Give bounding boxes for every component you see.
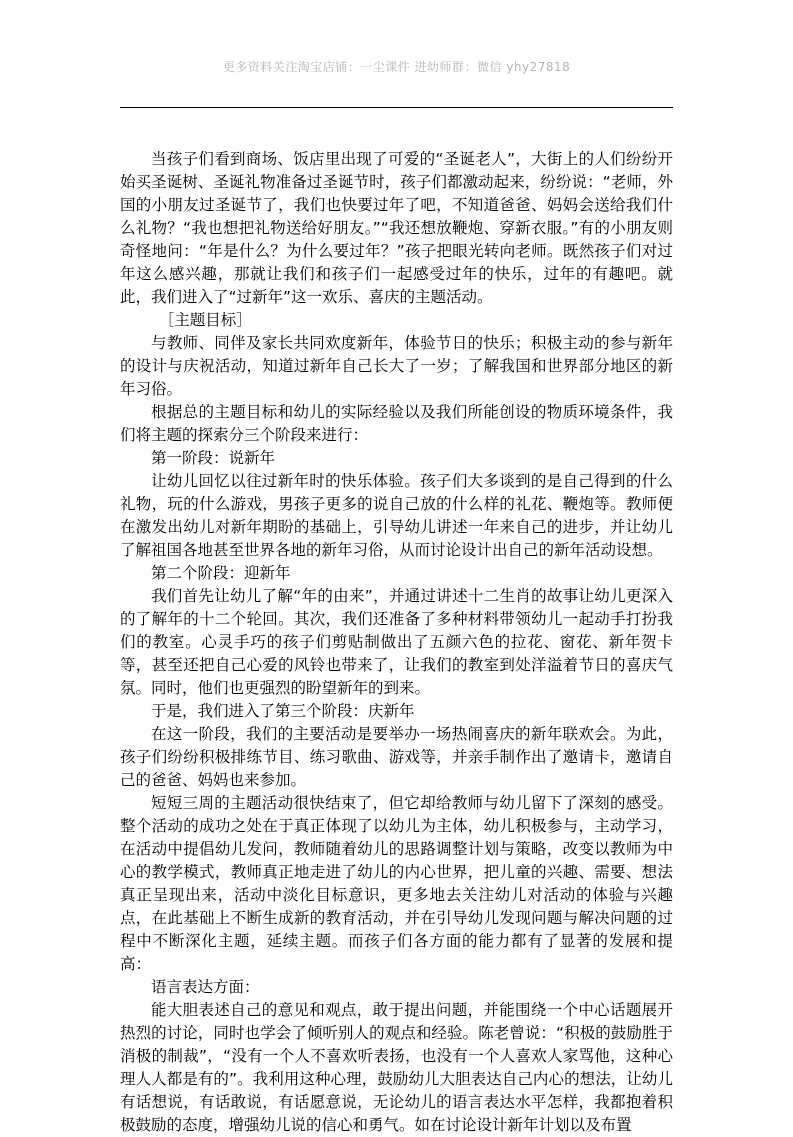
document-body — [120, 148, 673, 1137]
paragraph-intro: 当孩子们看到商场、饭店里出现了可爱的“圣诞老人”，大街上的人们纷纷开始买圣诞树、圣诞礼物准备过圣诞节时，孩子们都激动起来，纷纷说：“老师，外国的小朋友过圣诞节了，我们也快要过年了吧，不知道爸爸、妈妈会送给我们什么礼物？“我也想把礼物送给好朋友。”“我还想放鞭炮、穿新衣服。”有的小朋友则奇怪地问：“年是什么？为什么要过年？”孩子把眼光转向老师。既然孩子们对过年这么感兴趣，那就让我们和孩子们一起感受过年的快乐，过年的有趣吧。就此，我们进入了“过新年”这一欢乐、喜庆的主题活动。 — [120, 150, 673, 306]
paragraph-summary: 短短三周的主题活动很快结束了，但它却给教师与幼儿留下了深刻的感受。整个活动的成功之处在于真正体现了以幼儿为主体，幼儿积极参与，主动学习，在活动中提倡幼儿发问，教师随着幼儿的思路调整计划与策略，改变以教师为中心的教学模式，教师真正地走进了幼儿的内心世界，把儿童的兴趣、需要、想法真正呈现出来，活动中淡化目标意识，更多地去关注幼儿对活动的体验与兴趣点，在此基础上不断生成新的教育活动，并在引导幼儿发现问题与解决问题的过程中不断深化主题，延续主题。而孩子们各方面的能力都有了显著的发展和提高： — [120, 794, 673, 973]
stage-1-heading: 第一阶段：说新年 — [151, 449, 276, 467]
section-heading-language: 语言表达方面： — [151, 978, 260, 996]
paragraph-language: 能大胆表述自己的意见和观点，敢于提出问题，并能围绕一个中心话题展开热烈的讨论，同时也学会了倾听别人的观点和经验。陈老曾说：“积极的鼓励胜于消极的制裁”，“没有一个人不喜欢听表扬，也没有一个人喜欢人家骂他，这种心理人人都是有的”。我利用这种心理，鼓励幼儿大胆表达自己内心的想法，让幼儿有话想说，有话敢说，有话愿意说，无论幼儿的语言表达水平怎样，我都抱着积极鼓励的态度，增强幼儿说的信心和勇气。如在讨论设计新年计划以及布置 — [120, 1001, 673, 1134]
stage-3-heading: 于是，我们进入了第三个阶段：庆新年 — [151, 702, 415, 720]
page-header: 更多资料关注淘宝店铺：一尘课件 进幼师群：微信 yhy27818 — [222, 60, 571, 74]
paragraph-stage-3: 在这一阶段，我们的主要活动是要举办一场热闹喜庆的新年联欢会。为此，孩子们纷纷积极排练节目、练习歌曲、游戏等，并亲手制作出了邀请卡，邀请自己的爸爸、妈妈也来参加。 — [120, 725, 673, 789]
stage-2-heading: 第二个阶段：迎新年 — [151, 564, 291, 582]
paragraph-goals: 与教师、同伴及家长共同欢度新年，体验节日的快乐；积极主动的参与新年的设计与庆祝活动，知道过新年自己长大了一岁；了解我国和世界部分地区的新年习俗。 — [120, 334, 673, 398]
header-divider — [120, 107, 673, 108]
paragraph-stage-2: 我们首先让幼儿了解“年的由来”，并通过讲述十二生肖的故事让幼儿更深入的了解年的十二个轮回。其次，我们还准备了多种材料带领幼儿一起动手打扮我们的教室。心灵手巧的孩子们剪贴制做出了五颜六色的拉花、窗花、新年贺卡等，甚至还把自己心爱的风铃也带来了，让我们的教室到处洋溢着节日的喜庆气氛。同时，他们也更强烈的盼望新年的到来。 — [120, 587, 673, 697]
paragraph-stages-intro: 根据总的主题目标和幼儿的实际经验以及我们所能创设的物质环境条件，我们将主题的探索分三个阶段来进行： — [120, 403, 673, 444]
section-heading-theme-goals: ［主题目标］ — [158, 311, 252, 329]
paragraph-stage-1: 让幼儿回忆以往过新年时的快乐体验。孩子们大多谈到的是自己得到的什么礼物，玩的什么游戏，男孩子更多的说自己放的什么样的礼花、鞭炮等。教师便在激发出幼儿对新年期盼的基础上，引导幼儿讲述一年来自己的进步，并让幼儿了解祖国各地甚至世界各地的新年习俗，从而讨论设计出自己的新年活动设想。 — [120, 472, 673, 559]
